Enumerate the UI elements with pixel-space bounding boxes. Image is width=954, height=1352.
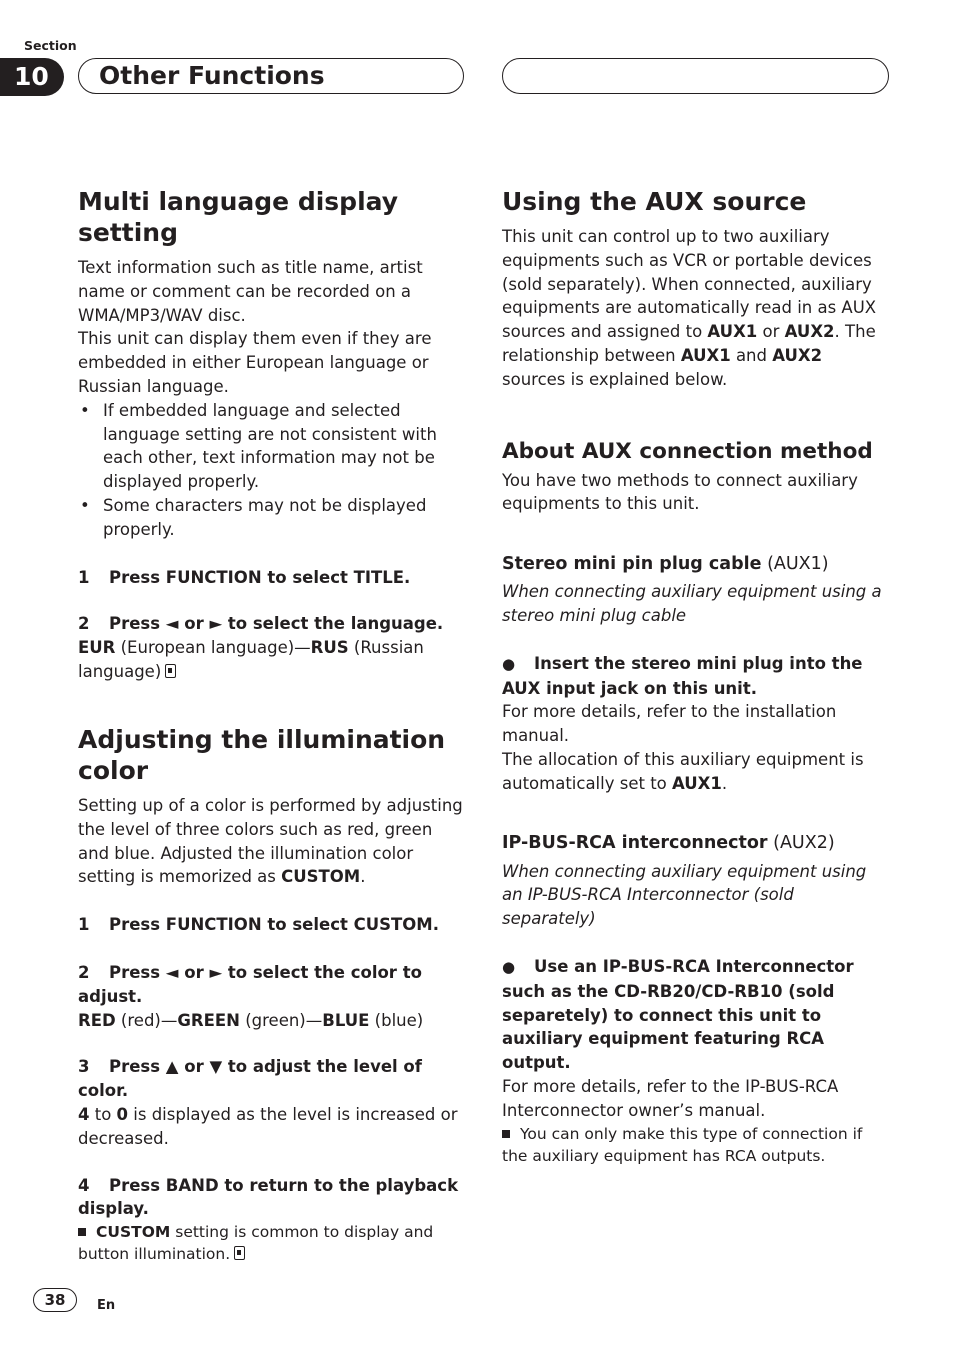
stereo-italic: When connecting auxiliary equipment using a stereo mini plug cable — [502, 582, 882, 625]
multi-language-bullet: • If embedded language and selected language setting are not consistent with each other, text information may not be displayed properly. — [80, 400, 437, 492]
bullet-dot-icon: ● — [502, 654, 516, 673]
section-label: Section — [24, 38, 77, 53]
note-square-icon — [78, 1228, 86, 1236]
multi-language-intro-2: This unit can display them even if they are embedded in either European language or Russian language. — [78, 329, 432, 396]
multi-language-section — [78, 186, 464, 684]
language-code: En — [97, 1298, 116, 1313]
ipbus-step: ● Use an IP-BUS-RCA Interconnector such as the CD-RB20/CD-RB10 (sold separetely) to connect this unit to auxiliary equipment featuring RCA output. — [502, 956, 854, 1073]
aux-heading: Using the AUX source — [502, 187, 807, 216]
ipbus-italic: When connecting auxiliary equipment using an IP-BUS-RCA Interconnector (sold separately) — [502, 861, 867, 929]
end-mark-icon — [165, 664, 176, 678]
bullet-icon: • — [80, 400, 90, 420]
stereo-step: ● Insert the stereo mini plug into the AUX input jack on this unit. — [502, 653, 863, 698]
language-options: EUR (European language)—RUS (Russian language) — [78, 638, 424, 681]
step-select-language: 2 Press ◄ or ► to select the language. — [78, 614, 444, 634]
end-mark-icon — [234, 1246, 245, 1260]
ipbus-heading: IP-BUS-RCA interconnector (AUX2) — [502, 832, 835, 853]
multi-language-heading: Multi language display setting — [78, 187, 399, 247]
level-description: 4 to 0 is displayed as the level is increased or decreased. — [78, 1104, 458, 1148]
aux-method-heading: About AUX connection method — [502, 438, 873, 464]
chapter-title: Other Functions — [78, 58, 464, 94]
section-number-tab: 10 — [0, 58, 64, 96]
step-return-playback: 4 Press BAND to return to the playback display. — [78, 1175, 459, 1219]
custom-note: CUSTOM setting is common to display and button illumination. — [78, 1223, 434, 1264]
aux-section — [502, 186, 888, 1167]
ipbus-note: You can only make this type of connection if the auxiliary equipment has RCA outputs. — [502, 1124, 863, 1165]
step-select-color: 2 Press ◄ or ► to select the color to adjust. — [78, 962, 422, 1006]
multi-language-intro-1: Text information such as title name, artist name or comment can be recorded on a WMA/MP3/WAV disc. — [78, 258, 423, 325]
step-adjust-level: 3 Press ▲ or ▼ to adjust the level of color. — [78, 1057, 422, 1101]
aux-intro: This unit can control up to two auxiliary equipments such as VCR or portable devices (sold separately). When connected, auxiliary equipments are automatically read in as AUX sources and assigned to AUX1 or AUX2. The relationship between AUX1 and AUX2 sources is explained below. — [502, 227, 877, 389]
bullet-icon: • — [80, 495, 90, 515]
illumination-intro: Setting up of a color is performed by adjusting the level of three colors such as red, green and blue. Adjusted the illumination color setting is memorized as CUSTOM. — [78, 796, 463, 887]
stereo-text-2: The allocation of this auxiliary equipment is automatically set to AUX1. — [502, 749, 864, 793]
step-select-title: 1 Press FUNCTION to select TITLE. — [78, 567, 411, 587]
header-blank-pill — [502, 58, 889, 94]
multi-language-bullet: • Some characters may not be displayed properly. — [80, 495, 427, 539]
page-number: 38 — [33, 1288, 77, 1312]
stereo-text-1: For more details, refer to the installation manual. — [502, 702, 837, 746]
bullet-dot-icon: ● — [502, 957, 516, 976]
note-square-icon — [502, 1130, 510, 1138]
illumination-section — [78, 724, 464, 1265]
step-select-custom: 1 Press FUNCTION to select CUSTOM. — [78, 915, 439, 935]
ipbus-text: For more details, refer to the IP-BUS-RCA Interconnector owner’s manual. — [502, 1076, 839, 1120]
aux-method-text: You have two methods to connect auxiliary equipments to this unit. — [502, 470, 858, 514]
stereo-heading: Stereo mini pin plug cable (AUX1) — [502, 554, 829, 575]
illumination-heading: Adjusting the illumination color — [78, 725, 446, 785]
color-options: RED (red)—GREEN (green)—BLUE (blue) — [78, 1010, 424, 1030]
